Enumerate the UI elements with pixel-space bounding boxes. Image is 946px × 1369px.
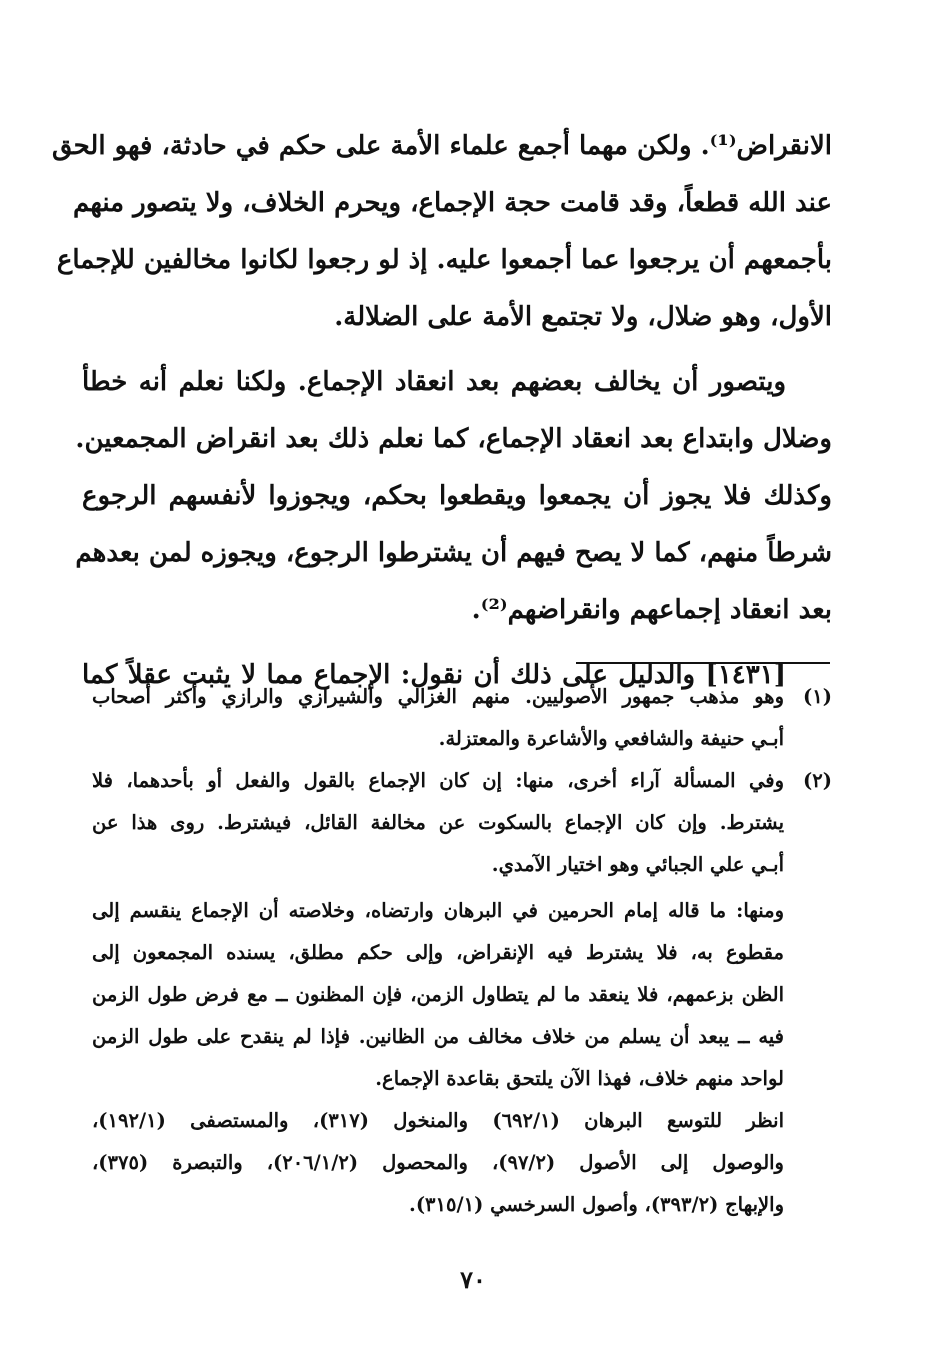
text-line: ويتصور أن يخالف بعضهم بعد انعقاد الإجماع. ولكنا نعلم أنه خطأ xyxy=(82,367,786,397)
paragraph-2 xyxy=(75,354,832,639)
footnote-line: والوصول إلى الأصول (٩٧/٢)، والمحصول (٢٠٦/١/٢)، والتبصرة (٣٧٥)، xyxy=(92,1151,784,1174)
text-line: [١٤٣١] والدليل على ذلك أن نقول: الإجماع مما لا يثبت عقلاً كما xyxy=(82,660,786,690)
text-line: الأول، وهو ضلال، ولا تجتمع الأمة على الضلالة. xyxy=(334,302,832,332)
footnote-line: أبـي علي الجبائي وهو اختيار الآمدي. xyxy=(491,853,784,876)
text-line: بأجمعهم أن يرجعوا عما أجمعوا عليه. إذ لو رجعوا لكانوا مخالفين للإجماع xyxy=(56,245,832,275)
text-line: بعد انعقاد إجماعهم وانقراضهم⁽²⁾. xyxy=(471,595,832,625)
main-text xyxy=(51,118,832,704)
footnote-1 xyxy=(92,676,832,760)
text-line: وضلال وابتداع بعد انعقاد الإجماع، كما نعلم ذلك بعد انقراض المجمعين. xyxy=(75,424,832,454)
text-line: شرطاً منهم، كما لا يصح فيهم أن يشترطوا الرجوع، ويجوزه لمن بعدهم xyxy=(75,538,832,568)
text-line: وكذلك فلا يجوز أن يجمعوا ويقطعوا بحكم، ويجوزوا لأنفسهم الرجوع xyxy=(82,481,832,511)
footnote-line: وفي المسألة آراء أخرى، منها: إن كان الإجماع بالقول والفعل أو بأحدهما، فلا xyxy=(92,769,784,792)
footnote-line: يشترط. وإن كان الإجماع بالسكوت عن مخالفة القائل، فيشترط. روى هذا عن xyxy=(92,811,784,834)
footnote-line: انظر للتوسع البرهان (٦٩٢/١) والمنخول (٣١٧)، والمستصفى (١٩٢/١)، xyxy=(92,1109,784,1132)
footnote-marker: (٢) xyxy=(803,769,832,792)
paragraph-1 xyxy=(51,118,832,346)
footnote-2 xyxy=(92,760,832,1226)
footnote-line: لواحد منهم خلاف، فهذا الآن يلتحق بقاعدة الإجماع. xyxy=(375,1067,784,1090)
footnote-marker: (١) xyxy=(803,685,832,708)
footnote-separator xyxy=(576,662,830,664)
footnotes xyxy=(92,676,832,1226)
footnote-line: فيه ــ يبعد أن يسلم من خلاف مخالف من الظانين. فإذا لم ينقدح على طول الزمن xyxy=(92,1025,784,1048)
page-number: ٧٠ xyxy=(460,1265,486,1294)
footnote-line: وهو مذهب جمهور الأصوليين. منهم الغزالي والشيرازي والرازي وأكثر أصحاب xyxy=(92,685,784,708)
footnote-line: مقطوع به، فلا يشترط فيه الإنقراض، وإلى حكم مطلق، يسنده المجمعون إلى xyxy=(92,941,784,964)
footnote-line: الظن بزعمهم، فلا ينعقد ما لم يتطاول الزمن، فإن المظنون ــ مع فرض طول الزمن xyxy=(92,983,784,1006)
footnote-line: والإبهاج (٣٩٣/٢)، وأصول السرخسي (٣١٥/١). xyxy=(409,1193,784,1216)
footnote-line: ومنها: ما قاله إمام الحرمين في البرهان وارتضاه، وخلاصته أن الإجماع ينقسم إلى xyxy=(92,899,784,922)
text-line: الانقراض⁽¹⁾. ولكن مهما أجمع علماء الأمة على حكم في حادثة، فهو الحق xyxy=(51,131,832,161)
footnote-line: أبـي حنيفة والشافعي والأشاعرة والمعتزلة. xyxy=(438,727,784,750)
text-line: عند الله قطعاً، وقد قامت حجة الإجماع، ويحرم الخلاف، ولا يتصور منهم xyxy=(73,188,832,218)
